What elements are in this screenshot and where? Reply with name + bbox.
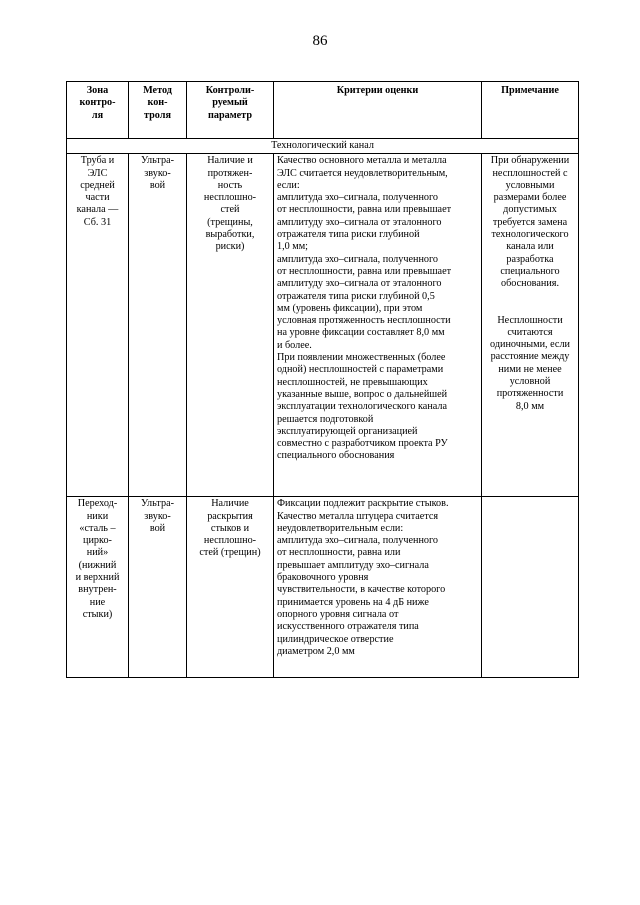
text-line: требуется замена xyxy=(492,216,568,228)
text-line: от несплошности, равна или превышает xyxy=(277,265,452,277)
section-title: Технологический канал xyxy=(67,139,579,154)
text-line: одной) несплошностей с параметрами xyxy=(277,364,444,376)
text-line: специального xyxy=(500,265,560,277)
header-row xyxy=(67,82,579,139)
text-line: средней xyxy=(80,179,115,191)
text-line: превышает амплитуду эхо–сигнала xyxy=(277,559,429,571)
text-line: расстояние между xyxy=(490,351,570,363)
text-line: браковочного уровня xyxy=(277,572,369,584)
text-line: Качество основного металла и металла xyxy=(277,155,447,167)
zone-cell xyxy=(67,154,129,497)
parameter-cell xyxy=(187,497,274,678)
text-line: опорного уровня сигнала от xyxy=(277,608,399,620)
text-line: от несплошности, равна или xyxy=(277,547,401,559)
text-line: Критерии оценки xyxy=(336,85,419,96)
text-line: эксплуатации технологического канала xyxy=(277,401,447,413)
text-line: ЭЛС xyxy=(87,167,108,179)
text-line: стыков и xyxy=(210,522,250,534)
text-line: размерами более xyxy=(493,192,567,204)
text-line: Наличие xyxy=(211,498,249,510)
text-line: условной xyxy=(509,376,551,388)
text-line: ля xyxy=(91,109,104,121)
text-line: несплошностей, не превышающих xyxy=(277,376,428,388)
text-line: канала или xyxy=(506,241,554,253)
text-line: искусственного отражателя типа xyxy=(277,621,419,633)
section-row xyxy=(67,139,579,154)
text-line: амплитуду эхо–сигнала от эталонного xyxy=(277,278,442,290)
text-line: «сталь – xyxy=(79,522,116,534)
text-line: стей (трещин) xyxy=(199,547,261,559)
text-line: несплошно- xyxy=(203,192,257,204)
text-line: эксплуатирующей организацией xyxy=(277,425,418,437)
text-line: мм (уровень фиксации), при этом xyxy=(277,302,423,314)
text-line: несплошно- xyxy=(203,535,257,547)
text-line: от несплошности, равна или превышает xyxy=(277,204,452,216)
criteria-cell xyxy=(274,154,482,497)
text-line: ними не менее xyxy=(498,363,562,375)
text-line: При появлении множественных (более xyxy=(277,352,446,364)
text-line: обоснования. xyxy=(500,278,560,290)
text-line: внутрен- xyxy=(78,584,117,596)
text-line: ЭЛС считается неудовлетворительным, xyxy=(277,167,448,179)
text-line: кон- xyxy=(147,97,168,109)
page-number: 86 xyxy=(312,33,328,49)
text-line: разработка xyxy=(506,253,554,265)
text-line: Переход- xyxy=(77,498,118,510)
note-part-a xyxy=(485,155,575,290)
text-line: Ультра- xyxy=(141,498,174,510)
text-line: технологического xyxy=(491,229,569,241)
text-line: Качество металла штуцера считается xyxy=(277,510,439,522)
text-line: звуко- xyxy=(144,510,171,522)
text-line: вой xyxy=(149,522,166,534)
note-part-b xyxy=(485,315,575,413)
text-line: раскрытия xyxy=(207,510,253,522)
header-note xyxy=(482,82,579,139)
text-line: считаются xyxy=(507,326,553,338)
text-line: допустимых xyxy=(503,204,557,216)
text-line: параметр xyxy=(208,109,252,121)
note-cell xyxy=(482,497,579,678)
parameter-cell xyxy=(187,154,274,497)
text-line: цирко- xyxy=(83,535,112,547)
text-line: выработки, xyxy=(205,229,255,241)
text-line: 1,0 мм; xyxy=(277,241,309,253)
text-line: отражателя типа риски глубиной xyxy=(277,229,420,241)
note-cell xyxy=(482,154,579,497)
text-line: условная протяженность несплошности xyxy=(277,315,451,327)
method-cell xyxy=(129,497,187,678)
header-criteria xyxy=(274,82,482,139)
text-line: одиночными, если xyxy=(490,339,570,351)
text-line: отражателя типа риски глубиной 0,5 xyxy=(277,290,435,302)
text-line: (трещины, xyxy=(207,216,253,228)
text-line: решается подготовкой xyxy=(277,413,374,425)
text-line: канала — xyxy=(76,204,119,216)
text-line: Фиксации подлежит раскрытие стыков. xyxy=(277,498,449,510)
text-line: 8,0 мм xyxy=(515,400,545,412)
text-line: Контроли- xyxy=(205,85,255,96)
text-line: Несплошности xyxy=(497,314,563,326)
text-line: указанные выше, вопрос о дальнейшей xyxy=(277,388,448,400)
text-line: Труба и xyxy=(80,155,115,167)
method-cell xyxy=(129,154,187,497)
header-zone xyxy=(67,82,129,139)
text-line: руемый xyxy=(212,97,248,109)
text-line: (нижний xyxy=(78,559,117,571)
text-line: троля xyxy=(144,109,171,121)
text-line: чувствительности, в качестве которого xyxy=(277,584,446,596)
text-line: ний» xyxy=(86,547,109,559)
text-line: амплитуда эхо–сигнала, полученного xyxy=(277,192,439,204)
text-line: амплитуда эхо–сигнала, полученного xyxy=(277,253,439,265)
text-line: Зона xyxy=(86,85,109,96)
table-row xyxy=(67,497,579,678)
text-line: амплитуда эхо–сигнала, полученного xyxy=(277,535,439,547)
text-line: Метод xyxy=(143,85,172,96)
text-line: совместно с разработчиком проекта РУ xyxy=(277,438,448,450)
table-row xyxy=(67,154,579,497)
text-line: и верхний xyxy=(75,572,120,584)
text-line: части xyxy=(85,192,110,204)
criteria-cell xyxy=(274,497,482,678)
text-line: несплошностей с xyxy=(492,167,568,179)
text-line: и более. xyxy=(277,339,312,351)
text-line: стей xyxy=(220,204,240,216)
text-line: ние xyxy=(89,596,106,608)
text-line: цилиндрическое отверстие xyxy=(277,633,394,645)
text-line: диаметром 2,0 мм xyxy=(277,645,355,657)
text-line: контро- xyxy=(79,97,116,109)
text-line: ники xyxy=(86,510,109,522)
text-line: Ультра- xyxy=(141,155,174,167)
header-parameter xyxy=(187,82,274,139)
text-line: ность xyxy=(217,179,243,191)
text-line: Примечание xyxy=(501,85,559,96)
text-line: стыки) xyxy=(82,608,113,620)
text-line: Сб. 31 xyxy=(83,216,112,228)
header-method xyxy=(129,82,187,139)
criteria-table xyxy=(66,81,579,678)
text-line: вой xyxy=(149,179,166,191)
text-line: специального обоснования xyxy=(277,450,395,462)
text-line: протяжен- xyxy=(207,167,253,179)
text-line: Наличие и xyxy=(207,155,253,167)
text-line: на уровне фиксации составляет 8,0 мм xyxy=(277,327,445,339)
text-line: При обнаружении xyxy=(490,155,570,167)
text-line: неудовлетворительным если: xyxy=(277,522,404,534)
text-line: условными xyxy=(505,179,555,191)
zone-cell xyxy=(67,497,129,678)
text-line: принимается уровень на 4 дБ ниже xyxy=(277,596,429,608)
text-line: риски) xyxy=(215,241,245,253)
text-line: если: xyxy=(277,179,300,191)
text-line: звуко- xyxy=(144,167,171,179)
text-line: протяженности xyxy=(496,388,564,400)
text-line: амплитуду эхо–сигнала от эталонного xyxy=(277,216,442,228)
